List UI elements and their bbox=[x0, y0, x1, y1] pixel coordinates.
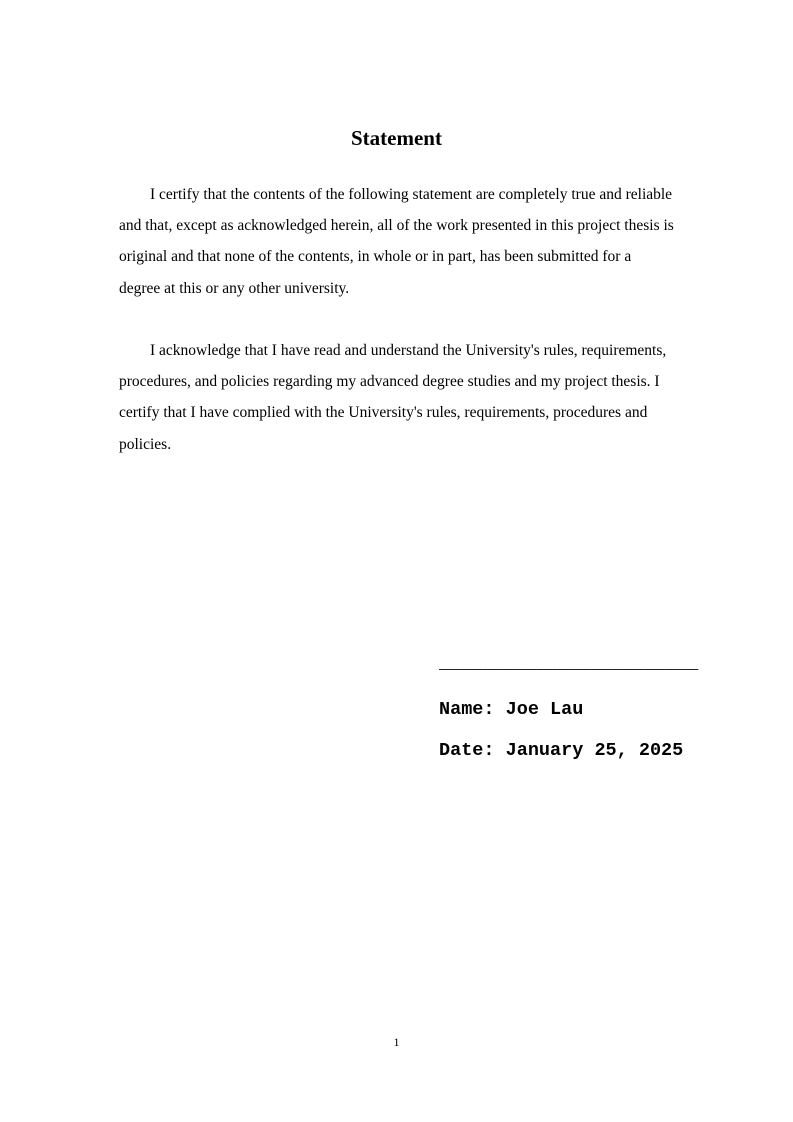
page-number: 1 bbox=[393, 1035, 400, 1049]
name-value: Joe Lau bbox=[505, 699, 584, 720]
signature-name-row bbox=[439, 698, 583, 722]
signature-line: ________________________ bbox=[439, 654, 699, 674]
date-value: January 25, 2025 bbox=[505, 740, 684, 761]
date-label: Date: bbox=[439, 740, 495, 761]
statement-paragraph-acknowledge: I acknowledge that I have read and understand the University's rules, requirements, procedures, and policies regarding my advanced degree studies and my project thesis. I certify that I have complied with the University's rules, requirements, procedures and policies. bbox=[119, 342, 667, 453]
signature-date-row bbox=[439, 739, 683, 763]
page-title: Statement bbox=[351, 126, 442, 150]
statement-paragraph-certify: I certify that the contents of the following statement are completely true and reliable and that, except as acknowledged herein, all of the work presented in this project thesis is original and that none of the contents, in whole or in part, has been submitted for a degree at this or any other university. bbox=[119, 186, 674, 297]
name-label: Name: bbox=[439, 699, 495, 720]
